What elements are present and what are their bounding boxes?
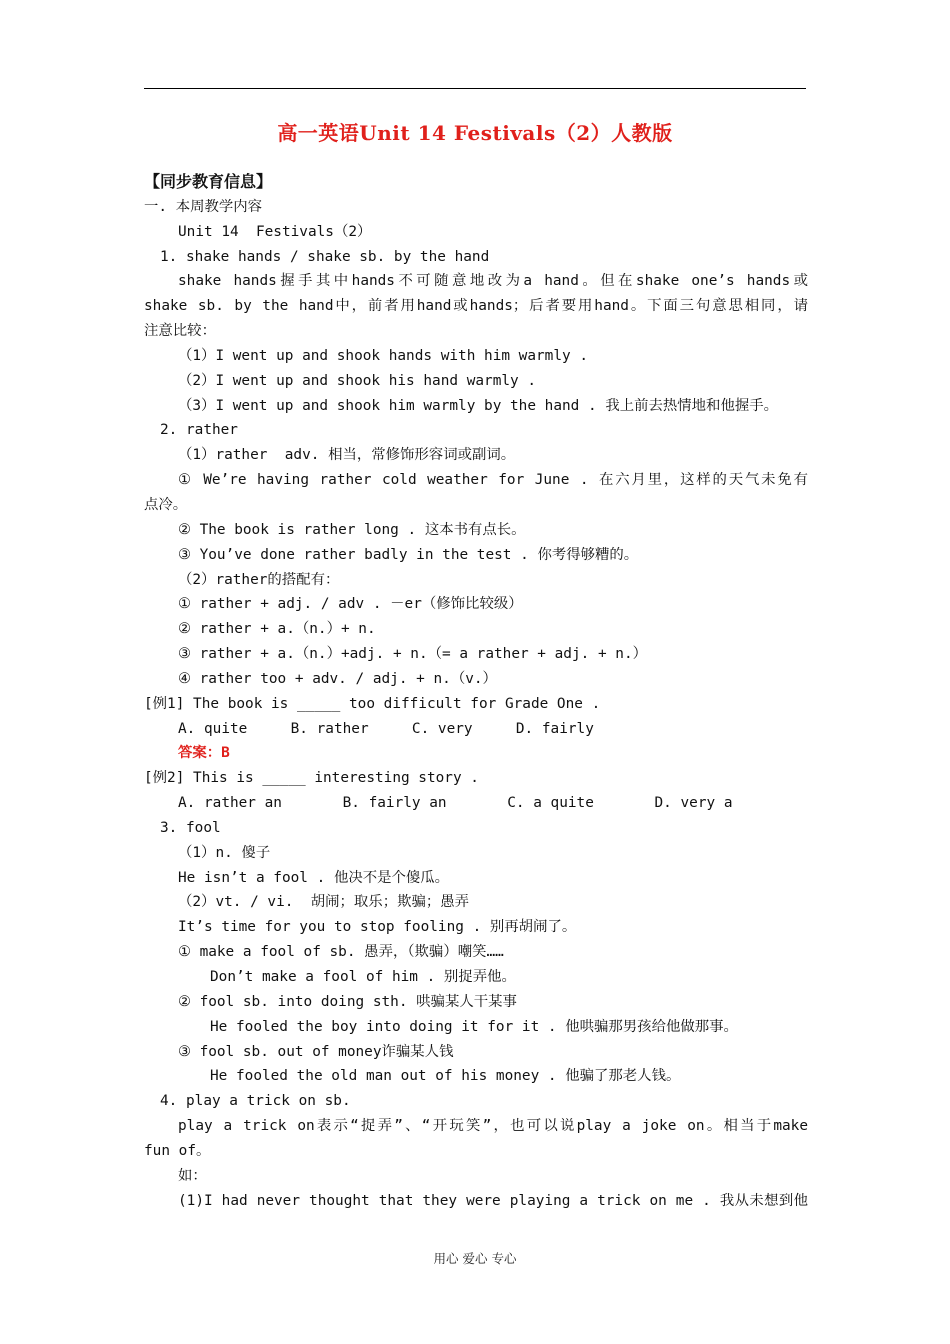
text-line: ① rather + adj. / adv . －er（修饰比较级） bbox=[178, 596, 523, 613]
text-line: （2）vt. / vi. 胡闹；取乐；欺骗；愚弄 bbox=[178, 894, 470, 911]
text-line: ② The book is rather long . 这本书有点长。 bbox=[178, 521, 526, 538]
text-line: He fooled the old man out of his money . 他骗了那老人钱。 bbox=[210, 1068, 681, 1085]
text-line: ③ fool sb. out of money诈骗某人钱 bbox=[178, 1043, 454, 1060]
section-header: 【同步教育信息】 bbox=[144, 172, 273, 191]
page-footer: 用心 爱心 专心 bbox=[433, 1251, 517, 1266]
text-line: Unit 14 Festivals（2） bbox=[178, 223, 372, 240]
text-line: 2. rather bbox=[160, 422, 238, 439]
text-line: （1）n. 傻子 bbox=[178, 844, 271, 861]
text-line: （1）rather adv. 相当，常修饰形容词或副词。 bbox=[178, 447, 516, 464]
text-line: 点冷。 bbox=[144, 496, 188, 513]
text-line: 注意比较： bbox=[144, 323, 216, 340]
text-line: （2）rather的搭配有： bbox=[178, 571, 340, 588]
text-line: ③ rather + a.（n.）+adj. + n.（= a rather + adj. + n.） bbox=[178, 646, 648, 663]
text-line: （3）I went up and shook him warmly by the hand . 我上前去热情地和他握手。 bbox=[178, 397, 779, 414]
text-line: Don’t make a fool of him . 别捉弄他。 bbox=[210, 969, 516, 985]
text-line: 一. 本周教学内容 bbox=[144, 198, 263, 215]
header-rule bbox=[144, 88, 806, 89]
text-line: He isn’t a fool . 他决不是个傻瓜。 bbox=[178, 869, 450, 886]
text-line: [例2] This is _____ interesting story . bbox=[144, 770, 479, 787]
text-line: ① make a fool of sb. 愚弄，（欺骗）嘲笑…… bbox=[178, 944, 504, 961]
text-line: fun of。 bbox=[144, 1142, 211, 1159]
text-line: ④ rather too + adv. / adj. + n.（v.） bbox=[178, 670, 497, 687]
document-body bbox=[144, 170, 808, 1213]
text-line: [例1] The book is _____ too difficult for Grade One . bbox=[144, 695, 601, 712]
text-line: 1. shake hands / shake sb. by the hand bbox=[160, 248, 490, 265]
text-line: play a trick on表示“捉弄”、“开玩笑”，也可以说play a joke on。相当于make bbox=[178, 1118, 808, 1135]
text-line: A. quite B. rather C. very D. fairly bbox=[178, 720, 594, 737]
text-line: ③ You’ve done rather badly in the test . 你考得够糟的。 bbox=[178, 546, 639, 563]
text-line: He fooled the boy into doing it for it . 他哄骗那男孩给他做那事。 bbox=[210, 1018, 738, 1035]
text-line: shake sb. by the hand中，前者用hand或hands；后者要用hand。下面三句意思相同，请 bbox=[144, 298, 808, 315]
text-line: （2）I went up and shook his hand warmly . bbox=[178, 372, 537, 389]
text-line: （1）I went up and shook hands with him warmly . bbox=[178, 347, 588, 364]
text-line: ② rather + a.（n.）+ n. bbox=[178, 621, 376, 638]
text-line: ① We’re having rather cold weather for June . 在六月里，这样的天气未免有 bbox=[178, 472, 808, 489]
text-line: ② fool sb. into doing sth. 哄骗某人干某事 bbox=[178, 993, 517, 1010]
text-lines bbox=[144, 195, 808, 1214]
answer-line: 答案：B bbox=[178, 745, 230, 762]
text-line: 3. fool bbox=[160, 819, 221, 836]
page-title: 高一英语Unit 14 Festivals（2）人教版 bbox=[277, 121, 673, 145]
text-line: A. rather an B. fairly an C. a quite D. very a bbox=[178, 795, 733, 812]
text-line: (1)I had never thought that they were playing a trick on me . 我从未想到他 bbox=[178, 1192, 808, 1209]
text-line: It’s time for you to stop fooling . 别再胡闹了。 bbox=[178, 919, 577, 936]
text-line: 如： bbox=[178, 1167, 207, 1184]
text-line: 4. play a trick on sb. bbox=[160, 1093, 351, 1110]
text-line: shake hands握手其中hands不可随意地改为a hand。但在shake one’s hands或 bbox=[178, 273, 808, 290]
